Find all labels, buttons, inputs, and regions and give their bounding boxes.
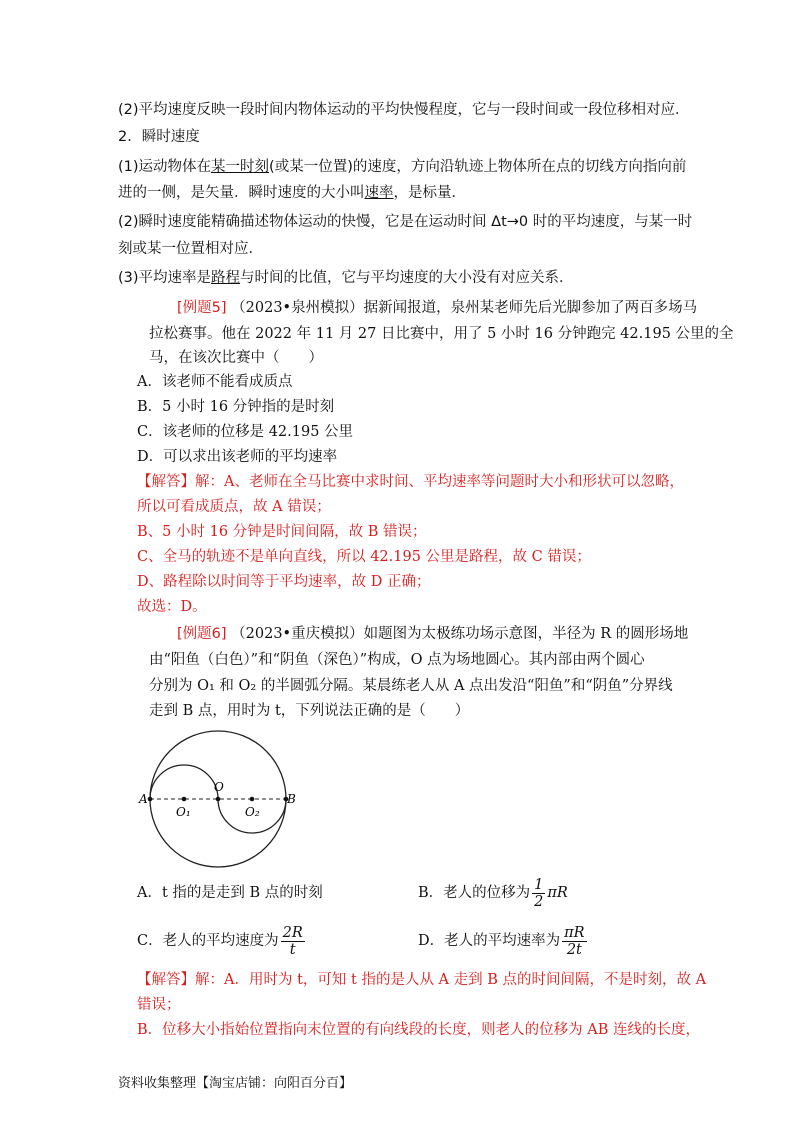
fraction-half: $\frac{1}{2}$	[534, 876, 544, 910]
text-line-1: (2)平均速度反映一段时间内物体运动的平均快慢程度，它与一段时间或一段位移相对应．	[118, 102, 690, 118]
label-o1: O₁	[176, 805, 191, 819]
example6-question-line3: 分别为 O₁ 和 O₂ 的半圆弧分隔。某晨练老人从 A 点出发沿“阳鱼”和“阴鱼”分界线	[149, 678, 673, 694]
example5-tag: [例题5]	[177, 300, 227, 316]
example5-option-b: B．5 小时 16 分钟指的是时刻	[137, 399, 335, 415]
label-a: A	[139, 792, 148, 806]
example6-solution-line2: 错误；	[137, 997, 181, 1013]
point-o2	[250, 797, 255, 802]
example5-solution-line4: C、全马的轨迹不是单向直线，所以 42.195 公里是路程，故 C 错误；	[137, 549, 591, 565]
example6-tag: [例题6]	[177, 626, 227, 642]
fraction-2r-over-t: $\frac{2R}{t}$	[282, 924, 303, 958]
text-line-4: 进的一侧，是矢量．瞬时速度的大小叫速率，是标量．	[118, 185, 466, 201]
example6-question-line4: 走到 B 点，用时为 t，下列说法正确的是（ ）	[149, 703, 470, 719]
example6-answer-tag: 【解答】	[137, 972, 195, 988]
example6-solution-line1: 【解答】解：A．用时为 t，可知 t 指的是人从 A 走到 B 点的时间间隔，不是时刻，故 A	[137, 972, 707, 988]
text-line-3: (1)运动物体在某一时刻(或某一位置)的速度，方向沿轨迹上物体所在点的切线方向指向前	[118, 159, 687, 175]
example5-solution-line6: 故选：D。	[137, 599, 207, 615]
example5-solution-line5: D、路程除以时间等于平均速率，故 D 正确；	[137, 574, 431, 590]
taiji-diagram	[138, 728, 298, 870]
page-footer: 资料收集整理【淘宝店铺：向阳百分百】	[118, 1076, 353, 1091]
label-o2: O₂	[245, 805, 260, 819]
fraction-pir-over-2t: $\frac{\pi R}{2t}$	[564, 924, 585, 958]
example5-option-c: C．该老师的位移是 42.195 公里	[137, 424, 354, 440]
text-line-6: 刻或某一位置相对应．	[118, 241, 263, 257]
example6-solution-line3: B．位移大小指始位置指向末位置的有向线段的长度，则老人的位移为 AB 连线的长度，	[137, 1022, 700, 1038]
point-a	[148, 797, 153, 802]
example5-solution-line1: 【解答】解：A、老师在全马比赛中求时间、平均速率等问题时大小和形状可以忽略，	[137, 474, 684, 490]
example5-option-a: A．该老师不能看成质点	[137, 374, 293, 390]
label-b: B	[287, 792, 296, 806]
example6-option-b: B．老人的位移为 $\frac{1}{2}$ πR	[418, 876, 568, 910]
example6-question-line1: [例题6] （2023•重庆模拟）如题图为太极练功场示意图，半径为 R 的圆形场地	[177, 626, 689, 642]
example6-option-d: D．老人的平均速率为 $\frac{\pi R}{2t}$	[418, 924, 585, 958]
example5-option-d: D．可以求出该老师的平均速率	[137, 449, 338, 465]
example5-solution-line3: B、5 小时 16 分钟是时间间隔，故 B 错误；	[137, 524, 427, 540]
label-o: O	[214, 780, 224, 794]
example5-question-line2: 拉松赛事。他在 2022 年 11 月 27 日比赛中，用了 5 小时 16 分钟跑完 42.195 公里的全	[149, 326, 734, 342]
example6-option-a: A．t 指的是走到 B 点的时刻	[137, 885, 323, 901]
section-heading: 2．瞬时速度	[118, 129, 200, 145]
example6-question-line2: 由“阳鱼（白色）”和“阴鱼（深色）”构成，O 点为场地圆心。其内部由两个圆心	[149, 652, 645, 668]
text-line-5: (2)瞬时速度能精确描述物体运动的快慢，它是在运动时间 Δt→0 时的平均速度，与某一时	[118, 214, 693, 230]
example5-answer-tag: 【解答】	[137, 474, 195, 490]
point-o	[216, 797, 221, 802]
text-line-7: (3)平均速率是路程与时间的比值，它与平均速度的大小没有对应关系．	[118, 270, 574, 286]
example6-option-c: C．老人的平均速度为 $\frac{2R}{t}$	[137, 924, 303, 958]
example5-question-line3: 马，在该次比赛中（ ）	[149, 350, 323, 366]
example5-solution-line2: 所以可看成质点，故 A 错误；	[137, 499, 331, 515]
point-o1	[182, 797, 187, 802]
example5-question-line1: [例题5] （2023•泉州模拟）据新闻报道，泉州某老师先后光脚参加了两百多场马	[177, 300, 698, 316]
